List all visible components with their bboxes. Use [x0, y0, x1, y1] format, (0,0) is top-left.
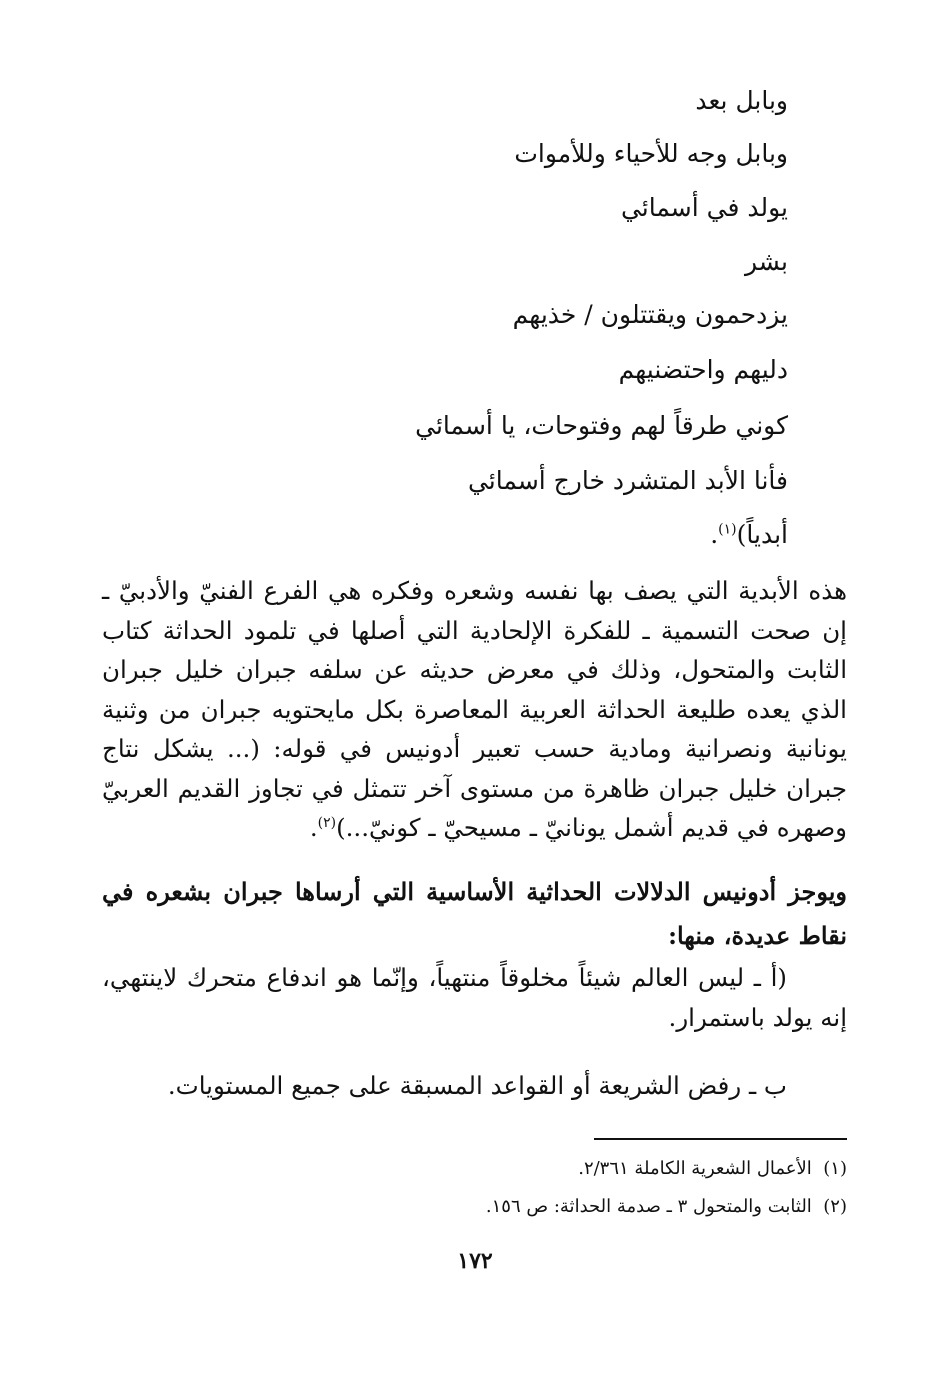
footnote-number: (٢) [823, 1196, 847, 1217]
footnote-ref: (٢) [317, 814, 337, 831]
footnote-ref: (١) [718, 521, 737, 538]
poem-line: وبابل وجه للأحياء وللأموات [514, 139, 788, 168]
paragraph-heading: ويوجز أدونيس الدلالات الحداثية الأساسية التي أرساها جبران بشعره في نقاط عديدة، منها: [102, 877, 847, 950]
poem-line: يزدحمون ويقتتلون / خذيهم [512, 300, 788, 329]
poem-line: بشر [744, 247, 788, 276]
poem-line: وبابل بعد [695, 86, 788, 115]
footnote-text: الأعمال الشعرية الكاملة ٢/٣٦١. [578, 1158, 812, 1179]
poem-line: دليهم واحتضنيهم [618, 355, 788, 384]
point-b: ب ـ رفض الشريعة أو القواعد المسبقة على جميع المستويات. [167, 1071, 787, 1100]
footnote-2 [486, 1194, 847, 1220]
page-number: ١٧٢ [457, 1248, 493, 1274]
paragraph-end: . [309, 813, 318, 842]
poem-line-last [710, 520, 788, 550]
poem-line: يولد في أسمائي [620, 193, 788, 222]
footnote-number: (١) [823, 1158, 847, 1179]
poem-line-text: أبدياً) [736, 520, 788, 549]
footnote-text: الثابت والمتحول ٣ ـ صدمة الحداثة: ص ١٥٦. [485, 1196, 812, 1217]
poem-line-end: . [710, 520, 719, 549]
point-a: (أ ـ ليس العالم شيئاً مخلوقاً منتهياً، وإنّما هو اندفاع متحرك لاينتهي، إنه يولد باستمرار. [102, 963, 847, 1032]
poem-line: فأنا الأبد المتشرد خارج أسمائي [467, 466, 788, 495]
paragraph-body [102, 571, 847, 848]
poem-line: كوني طرقاً لهم وفتوحات، يا أسمائي [415, 411, 788, 440]
footnote-1 [578, 1156, 847, 1182]
footnote-separator [594, 1138, 847, 1140]
paragraph-text: هذه الأبدية التي يصف بها نفسه وشعره وفكره هي الفرع الفنيّ والأدبيّ ـ إن صحت التسمية ـ للفكرة الإلحادية التي أصلها في تلمود الحداثة كتاب الثابت والمتحول، وذلك في معرض حديثه عن سلفه جبران خليل جبران الذي يعده طليعة الحداثة العربية المعاصرة بكل مايحتويه جبران من وثنية يونانية ونصرانية ومادية حسب تعبير أدونيس في قوله: (... يشكل نتاج جبران خليل جبران ظاهرة من مستوى آخر تتمثل في تجاوز القديم العربيّ وصهره في قديم أشمل يونانيّ ـ مسيحيّ ـ كونيّ...) [102, 576, 847, 842]
